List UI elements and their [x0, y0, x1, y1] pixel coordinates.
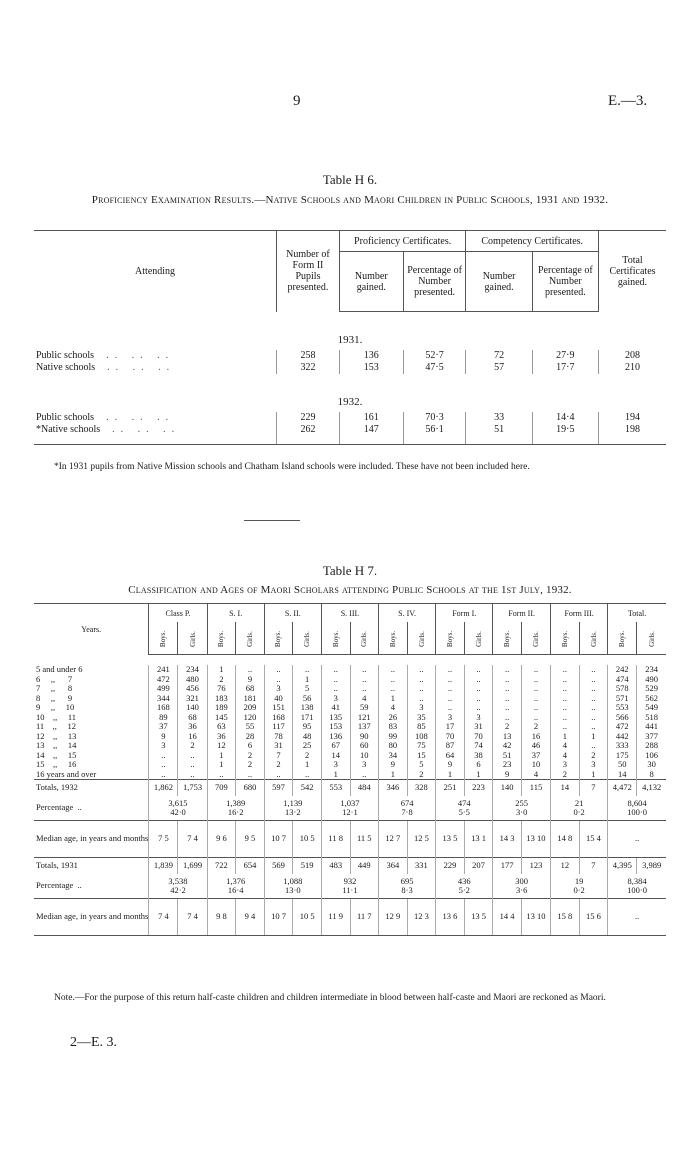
row-label: 6 ,, 7	[36, 673, 73, 684]
row-label: 12 ,, 13	[36, 730, 77, 741]
row-label: 16 years and over	[36, 768, 97, 779]
group-percentage: 42·0	[170, 807, 186, 817]
group-sum: 8,604	[627, 797, 647, 808]
table-row: *Native schools .. .. .. 262 147 56·1 51 19·5 198	[34, 424, 666, 436]
row-label: Public schools	[36, 350, 95, 361]
year-label: 1931.	[337, 334, 363, 346]
group-percentage: 5·5	[458, 807, 470, 817]
group-sum: 3,615	[168, 797, 188, 808]
table-row: 8 ,, 9 344 321 183 181 40 56 3 4 1 .. .. .. .. .. .. .. 571 562	[34, 694, 666, 704]
table-h7-note: Note.—For the purpose of this return half-caste children and children intermediate in blood between half-caste and Maori are reckoned as Maori.	[54, 993, 606, 1003]
header-girls: Girls.	[293, 622, 322, 655]
header-comp-pct: Percentage of Number presented.	[532, 252, 598, 312]
table-row: 12 ,, 13 9 16 36 28 78 48 136 90 99 108 70 70 13 16 1 1 442 377	[34, 732, 666, 742]
group-percentage: 12·1	[342, 807, 358, 817]
table-row: Public schools .. .. .. 258 136 52·7 72 27·9 208	[34, 350, 666, 362]
header-boys: Boys.	[551, 622, 580, 655]
totals-row: Totals, 1931 1,839 1,699 722 654 569 519 483 449 364 331 229 207 177 123 12 7 4,395 3,989	[34, 858, 666, 875]
header-boys: Boys.	[321, 622, 350, 655]
page-signature: 2—E. 3.	[70, 1035, 118, 1050]
group-percentage: 5·2	[458, 885, 470, 895]
group-sum: 1,376	[226, 875, 246, 886]
group-percentage: 100·0	[627, 885, 648, 895]
group-percentage: 3·0	[516, 807, 528, 817]
header-boys: Boys.	[379, 622, 408, 655]
row-label: 11 ,, 12	[36, 721, 77, 731]
row-label: 7 ,, 8	[36, 683, 73, 693]
group-percentage: 13·2	[285, 807, 301, 817]
row-label: 9 ,, 10	[36, 702, 75, 712]
table-h7	[34, 603, 666, 936]
table-row: Public schools .. .. .. 229 161 70·3 33 14·4 194	[34, 412, 666, 424]
group-percentage: 13·0	[285, 885, 301, 895]
table-h6-footnote: *In 1931 pupils from Native Mission schools and Chatham Island schools were included. These have not been included here.	[54, 462, 530, 472]
group-percentage: 8·3	[401, 885, 413, 895]
group-sum: 474	[457, 797, 471, 808]
table-row: 13 ,, 14 3 2 12 6 31 25 67 60 80 75 87 74 42 46 4 .. 333 288	[34, 741, 666, 751]
group-sum: 255	[515, 797, 529, 808]
percentage-row: Percentage .. 3,538 42·2 1,376 16·4 1,088 13·0 932 11·1 695 8·3 436 5·2 300 3·6 19 0·2 8,384 100·0	[34, 874, 666, 899]
table-row: 7 ,, 8 499 456 76 68 3 5 .. .. .. .. .. .. .. .. .. .. 578 529	[34, 684, 666, 694]
group-sum: 21	[574, 797, 584, 808]
header-boys: Boys.	[264, 622, 293, 655]
header-girls: Girls.	[350, 622, 379, 655]
header-total: Total Certificates gained.	[598, 231, 666, 312]
document-reference: E.—3.	[608, 93, 648, 109]
header-class: S. IV.	[379, 604, 436, 623]
header-boys: Boys.	[149, 622, 178, 655]
table-row: 11 ,, 12 37 36 63 55 117 95 153 137 83 85 17 31 2 2 .. .. 472 441	[34, 722, 666, 732]
header-class: Form III.	[551, 604, 608, 623]
group-percentage: 7·8	[401, 807, 413, 817]
group-percentage: 100·0	[627, 807, 648, 817]
row-label: 5 and under 6	[36, 664, 83, 674]
table-row: 14 ,, 15 .. .. 1 2 7 2 14 10 34 15 64 38 51 37 4 2 175 106	[34, 751, 666, 761]
table-h6	[34, 230, 666, 445]
header-class: Class P.	[149, 604, 207, 623]
header-class: Form I.	[436, 604, 493, 623]
group-percentage: 3·6	[516, 885, 528, 895]
section-divider	[244, 520, 300, 521]
year-label: 1932.	[337, 396, 363, 408]
group-sum: 19	[574, 875, 584, 886]
table-row: 6 ,, 7 472 480 2 9 .. 1 .. .. .. .. .. .. .. .. .. .. 474 490	[34, 675, 666, 685]
table-h6-title: Proficiency Examination Results.—Native Schools and Maori Children in Public Schools, 1931 and 1932.	[91, 194, 609, 206]
totals-row: Totals, 1932 1,862 1,753 709 680 597 542 553 484 346 328 251 223 140 115 14 7 4,472 4,132	[34, 780, 666, 797]
table-h7-caption: Table H 7.	[322, 563, 378, 578]
header-prof-gained: Number gained.	[339, 252, 403, 312]
group-sum: 695	[400, 875, 414, 886]
header-boys: Boys.	[608, 622, 637, 655]
row-label: 13 ,, 14	[36, 740, 77, 750]
group-sum: 1,389	[226, 797, 246, 808]
row-label: 10 ,, 11	[36, 711, 77, 722]
header-class: S. II.	[264, 604, 321, 623]
group-sum: 3,538	[168, 875, 188, 886]
table-row: 15 ,, 16 .. .. 1 2 2 1 3 3 9 5 9 6 23 10 3 3 50 30	[34, 760, 666, 770]
header-competency: Competency Certificates.	[466, 231, 599, 252]
table-h7-title: Classification and Ages of Maori Scholars attending Public Schools at the 1st July, 1932.	[128, 584, 572, 596]
group-percentage: 0·2	[573, 885, 585, 895]
table-row: Native schools .. .. .. 322 153 47·5 57 17·7 210	[34, 362, 666, 374]
group-percentage: 42·2	[170, 885, 186, 895]
header-girls: Girls.	[579, 622, 608, 655]
row-label: Native schools	[36, 362, 96, 373]
group-sum: 8,384	[627, 875, 647, 886]
median-row: Median age, in years and months 7 4 7 4 9 8 9 4 10 7 10 5 11 9 11 7 12 9 12 3 13 6 13 5 14 4 13 10 15 8 15 6 ..	[34, 899, 666, 936]
header-boys: Boys.	[207, 622, 236, 655]
group-sum: 1,139	[283, 797, 303, 808]
row-label: 14 ,, 15	[36, 749, 77, 760]
group-percentage: 0·2	[573, 807, 585, 817]
header-years: Years.	[34, 604, 149, 655]
header-girls: Girls.	[236, 622, 265, 655]
group-percentage: 16·2	[227, 807, 244, 817]
header-number-presented: Number of Form II Pupils presented.	[277, 231, 340, 312]
header-girls: Girls.	[407, 622, 436, 655]
header-girls: Girls.	[637, 622, 666, 655]
table-row: 9 ,, 10 168 140 189 209 151 138 41 59 4 3 .. .. .. .. .. .. 553 549	[34, 703, 666, 713]
header-class: Total.	[608, 604, 666, 623]
row-label: *Native schools	[36, 424, 101, 435]
group-percentage: 11·1	[342, 885, 358, 895]
group-sum: 1,037	[340, 797, 360, 808]
header-class: Form II.	[493, 604, 551, 623]
group-sum: 300	[515, 875, 529, 886]
row-label: 8 ,, 9	[36, 692, 73, 703]
table-h6-caption: Table H 6.	[322, 172, 378, 187]
percentage-row: Percentage .. 3,615 42·0 1,389 16·2 1,139 13·2 1,037 12·1 674 7·8 474 5·5 255 3·0 21 0·2 8,604 100·0	[34, 796, 666, 821]
group-percentage: 16·4	[227, 885, 244, 895]
table-row: 16 years and over .. .. .. .. .. .. 1 .. 1 2 1 1 9 4 2 1 14 8	[34, 770, 666, 780]
row-label: 15 ,, 16	[36, 759, 77, 769]
group-sum: 1,088	[283, 875, 303, 886]
page-number: 9	[293, 93, 301, 109]
table-row: 5 and under 6 241 234 1 .. .. .. .. .. .. .. .. .. .. .. .. .. 242 234	[34, 665, 666, 675]
header-boys: Boys.	[493, 622, 522, 655]
median-row: Median age, in years and months 7 5 7 4 9 6 9 5 10 7 10 5 11 8 11 5 12 7 12 5 13 5 13 1 14 3 13 10 14 8 15 4 ..	[34, 821, 666, 858]
header-class: S. I.	[207, 604, 264, 623]
header-girls: Girls.	[521, 622, 550, 655]
header-boys: Boys.	[436, 622, 465, 655]
header-comp-gained: Number gained.	[466, 252, 532, 312]
header-girls: Girls.	[178, 622, 207, 655]
header-girls: Girls.	[464, 622, 493, 655]
group-sum: 436	[457, 875, 471, 886]
group-sum: 674	[400, 797, 414, 808]
header-class: S. III.	[321, 604, 378, 623]
group-sum: 932	[343, 875, 357, 886]
table-row: 10 ,, 11 89 68 145 120 168 171 135 121 26 35 3 3 .. .. .. .. 566 518	[34, 713, 666, 723]
header-proficiency: Proficiency Certificates.	[339, 231, 466, 252]
row-label: Public schools	[36, 412, 95, 423]
header-prof-pct: Percentage of Number presented.	[403, 252, 466, 312]
header-attending: Attending	[34, 231, 277, 312]
